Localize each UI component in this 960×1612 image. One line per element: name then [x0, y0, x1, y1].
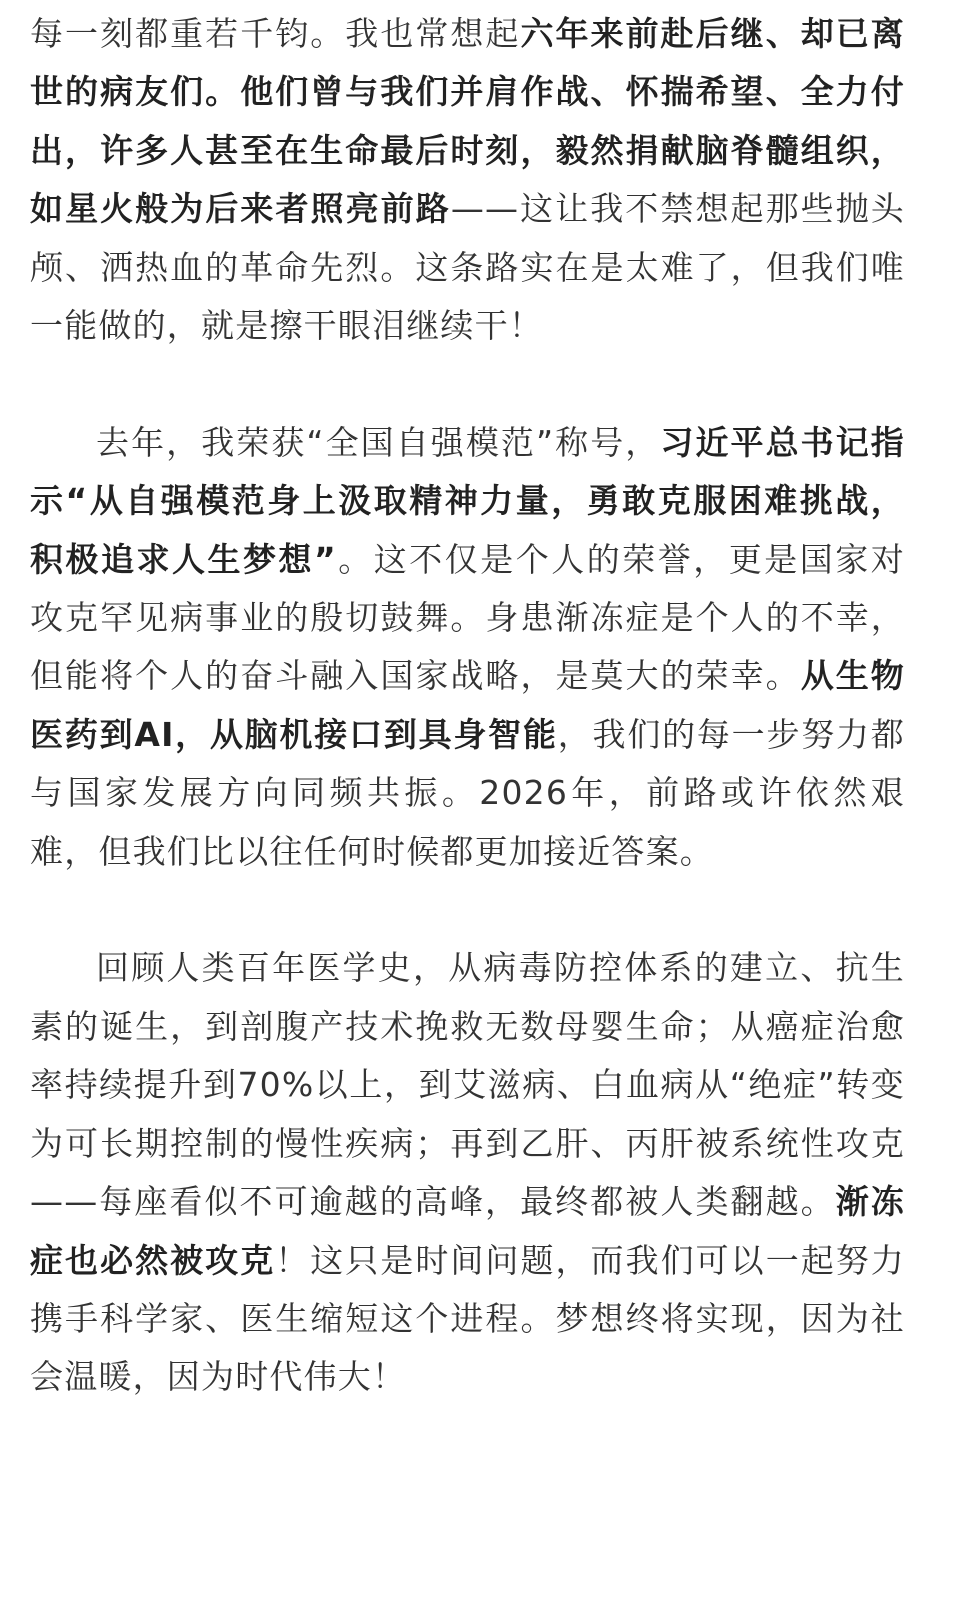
text-run: 回顾人类百年医学史，从病毒防控体系的建立、抗生素的诞生，到剖腹产技术挽救无数母婴生命；从癌症治愈率持续提升到70%以上，到艾滋病、白血病从“绝症”转变为可长期控制的慢性疾病；再到乙肝、丙肝被系统性攻克——每座看似不可逾越的高峰，最终都被人类翻越。: [30, 948, 905, 1222]
article-body: [30, 5, 905, 1407]
bold-text-run: 六年来前赴后继、却已离世的病友们。他们曾与我们并肩作战、怀揣希望、全力付出，许多人甚至在生命最后时刻，毅然捐献脑脊髓组织，如星火般为后来者照亮前路: [30, 14, 905, 229]
text-run: ，我们的每一步努力都与国家发展方向同频共振。2026年，前路或许依然艰难，但我们比以往任何时候都更加接近答案。: [30, 714, 905, 871]
bold-text-run: 从生物医药到AI，从脑机接口到具身智能: [30, 656, 905, 754]
paragraph: [30, 5, 905, 355]
bold-text-run: 习近平总书记指示“从自强模范身上汲取精神力量，勇敢克服困难挑战，积极追求人生梦想”: [30, 422, 905, 579]
text-run: ——这让我不禁想起那些抛头颅、洒热血的革命先烈。这条路实在是太难了，但我们唯一能做的，就是擦干眼泪继续干！: [30, 189, 905, 346]
text-run: 每一刻都重若千钧。我也常想起: [30, 14, 521, 53]
bold-text-run: 渐冻症也必然被攻克: [30, 1182, 905, 1280]
text-run: 去年，我荣获“全国自强模范”称号，: [96, 422, 661, 462]
text-run: 。这不仅是个人的荣誉，更是国家对攻克罕见病事业的殷切鼓舞。身患渐冻症是个人的不幸，但能将个人的奋斗融入国家战略，是莫大的荣幸。: [30, 539, 905, 696]
text-run: ！这只是时间问题，而我们可以一起努力携手科学家、医生缩短这个进程。梦想终将实现，因为社会温暖，因为时代伟大！: [30, 1240, 905, 1397]
paragraph: [30, 939, 905, 1406]
paragraph: [30, 414, 905, 881]
